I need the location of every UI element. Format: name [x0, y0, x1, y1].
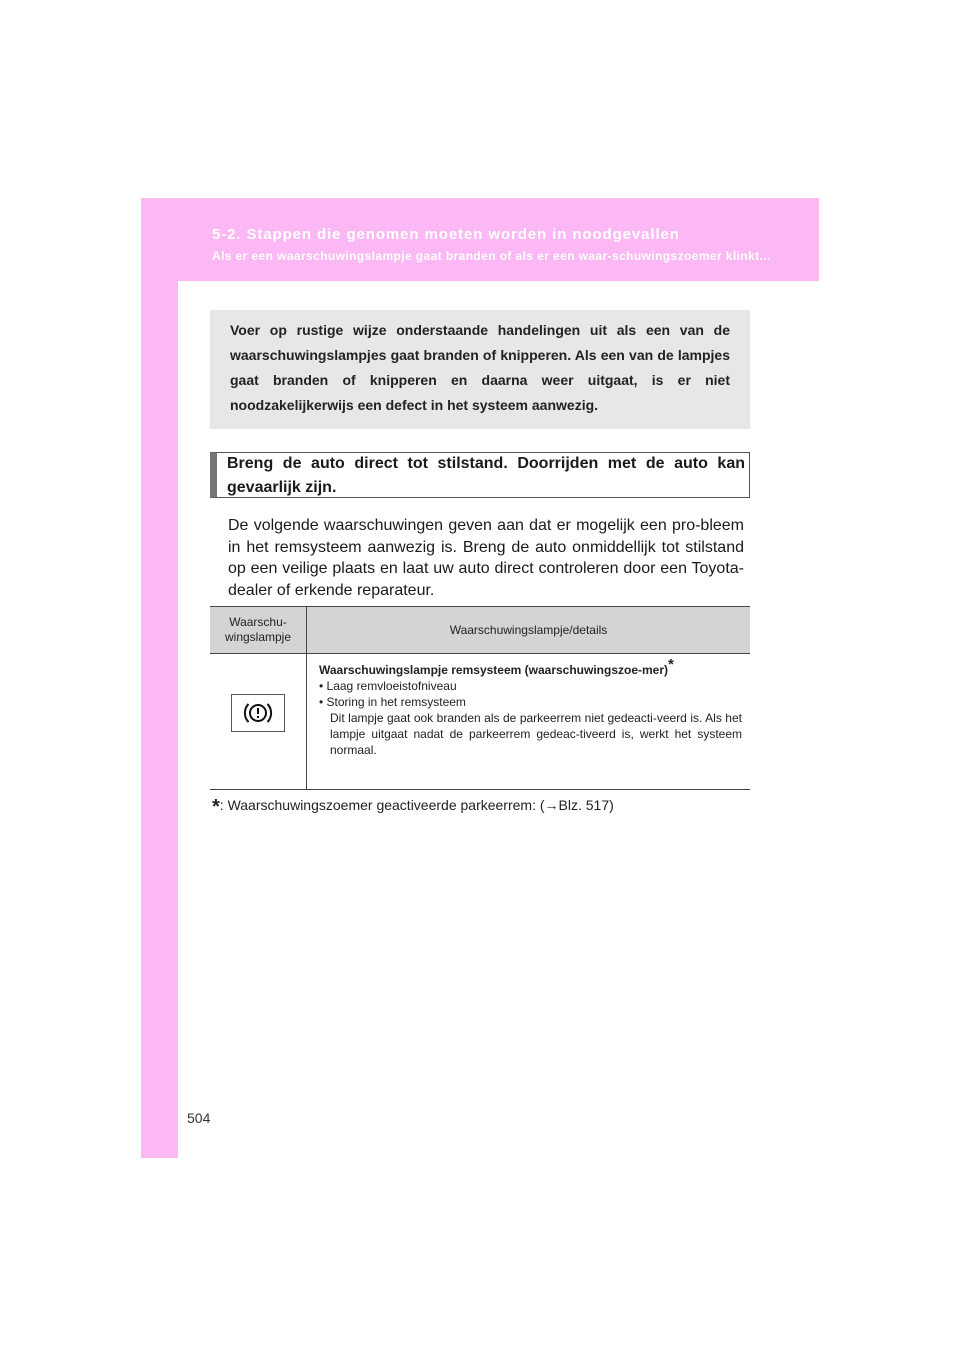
- footnote: [212, 793, 614, 816]
- brake-warning-icon: [231, 694, 285, 732]
- table-header-lamp: Waarschu-wingslampje: [210, 607, 307, 654]
- list-item: • Laag remvloeistofniveau: [319, 679, 457, 693]
- icon-cell: [210, 654, 307, 790]
- detail-title: Waarschuwingslampje remsysteem (waarschuwingszoe-mer)*: [319, 656, 674, 677]
- warning-heading: Breng de auto direct tot stilstand. Doorrijden met de auto kan gevaarlijk zijn.: [227, 455, 745, 496]
- detail-note: Dit lampje gaat ook branden als de parkeerrem niet gedeacti-veerd is. Als het lampje uitgaat nadat de parkeerrem gedeac-tiveerd is, werkt het systeem normaal.: [330, 711, 742, 757]
- list-item: • Storing in het remsysteem: [319, 695, 466, 709]
- side-color-band: [141, 198, 178, 1158]
- table-header-row: [210, 607, 750, 654]
- details-cell: [307, 654, 751, 790]
- footnote-star: *: [212, 796, 220, 818]
- warning-heading-box: [210, 452, 750, 498]
- warning-table: [210, 606, 750, 790]
- section-title: 5-2. Stappen die genomen moeten worden in noodgevallen: [212, 226, 680, 243]
- intro-box: [210, 310, 750, 429]
- body-paragraph: De volgende waarschuwingen geven aan dat er mogelijk een pro-bleem in het remsysteem aanwezig is. Breng de auto onmiddellijk tot stilstand op een veilige plaats en laat uw auto direct controleren door een Toyota-dealer of erkende reparateur.: [228, 517, 744, 599]
- table-header-details: Waarschuwingslampje/details: [307, 607, 751, 654]
- footnote-mark: *: [668, 656, 674, 673]
- table-row: [210, 654, 750, 790]
- footnote-text: : Waarschuwingszoemer geactiveerde parkeerrem: (→Blz. 517): [219, 797, 614, 813]
- intro-text: Voer op rustige wijze onderstaande handelingen uit als een van de waarschuwingslampjes gaat branden of knipperen. Als een van de lampjes gaat branden of knipperen en daarna weer uitgaat, is er niet noodzakelijkerwijs een defect in het systeem aanwezig.: [230, 322, 730, 413]
- page-number: 504: [187, 1110, 211, 1126]
- section-subtitle: Als er een waarschuwingslampje gaat branden of als er een waar-schuwingszoemer klinkt...: [212, 249, 771, 263]
